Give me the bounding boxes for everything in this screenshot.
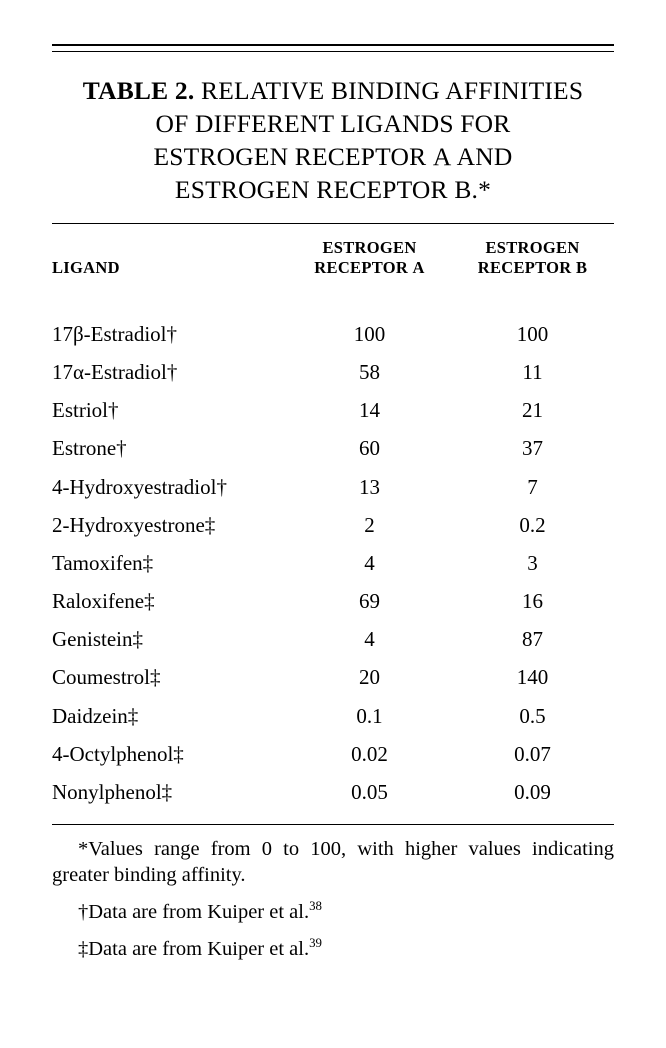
column-header-beta-line1: ESTROGEN	[485, 238, 580, 257]
cell-beta: 0.09	[514, 780, 551, 805]
cell-alpha: 0.02	[351, 741, 388, 766]
table-row	[52, 544, 614, 582]
cell-ligand: Coumestrol‡	[52, 665, 161, 690]
cell-ligand: 17α-Estradiol†	[52, 359, 178, 384]
cell-alpha: 4	[364, 550, 375, 575]
cell-alpha: 0.1	[356, 703, 383, 728]
cell-alpha: 60	[359, 436, 381, 461]
cell-alpha: 69	[359, 589, 381, 614]
table-row	[52, 583, 614, 621]
table-header-row	[52, 238, 614, 282]
cell-ligand: 4-Hydroxyestradiol†	[52, 474, 227, 499]
table-title-line-3: ESTROGEN RECEPTOR Α AND	[153, 142, 513, 171]
cell-beta: 21	[522, 398, 543, 423]
table-row	[52, 430, 614, 468]
table-row	[52, 468, 614, 506]
column-header-beta-line2: RECEPTOR Β	[477, 258, 588, 277]
table-row	[52, 735, 614, 773]
table-row	[52, 315, 614, 353]
footnote-doubledagger-text: Data are from Kuiper et al.	[88, 937, 310, 960]
cell-beta: 11	[522, 359, 543, 384]
cell-alpha: 2	[364, 512, 375, 537]
cell-beta: 3	[527, 550, 538, 575]
table-row	[52, 506, 614, 544]
cell-alpha: 20	[359, 665, 381, 690]
cell-ligand: Genistein‡	[52, 627, 143, 652]
header-spacer-cell	[52, 282, 614, 315]
cell-beta: 0.2	[519, 512, 546, 537]
cell-ligand: 2-Hydroxyestrone‡	[52, 512, 216, 537]
table-label: TABLE 2.	[82, 76, 195, 105]
footnote-asterisk-marker: *	[78, 837, 89, 860]
table-row	[52, 659, 614, 697]
table-title-line-4: ESTROGEN RECEPTOR Β.*	[174, 175, 492, 204]
cell-ligand: Estrone†	[52, 436, 127, 461]
cell-ligand: Tamoxifen‡	[52, 550, 154, 575]
footnote-asterisk	[52, 836, 614, 888]
cell-ligand: 17β-Estradiol†	[52, 321, 177, 346]
footnote-dagger-ref: 38	[309, 897, 322, 913]
table-row	[52, 392, 614, 430]
footnote-dagger-text: Data are from Kuiper et al.	[88, 900, 310, 923]
cell-beta: 140	[516, 665, 549, 690]
footnote-dagger	[52, 899, 614, 925]
cell-alpha: 100	[353, 321, 386, 346]
cell-ligand: 4-Octylphenol‡	[52, 741, 184, 766]
cell-ligand: Raloxifene‡	[52, 589, 155, 614]
table-header	[52, 238, 614, 315]
top-inner-rule	[52, 51, 614, 52]
cell-beta: 100	[516, 321, 549, 346]
table-page	[0, 44, 666, 1048]
footnote-doubledagger-ref: 39	[309, 934, 322, 950]
top-outer-rule	[52, 44, 614, 46]
footnote-doubledagger	[52, 936, 614, 962]
binding-affinity-table	[52, 238, 614, 812]
footnote-doubledagger-marker: ‡	[78, 937, 89, 960]
cell-alpha: 0.05	[351, 780, 388, 805]
cell-alpha: 58	[359, 359, 381, 384]
footnote-asterisk-text: Values range from 0 to 100, with higher values indicating greater binding affinity.	[52, 837, 614, 886]
column-header-receptor-beta	[451, 238, 614, 282]
cell-alpha: 13	[359, 474, 381, 499]
column-header-ligand-label: LIGAND	[52, 258, 120, 277]
column-header-ligand	[52, 238, 288, 282]
cell-beta: 0.07	[514, 741, 551, 766]
column-header-alpha-line1: ESTROGEN	[322, 238, 417, 257]
cell-ligand: Nonylphenol‡	[52, 780, 173, 805]
table-title-line-1: RELATIVE BINDING AFFINITIES	[201, 76, 584, 105]
column-header-alpha-line2: RECEPTOR Α	[314, 258, 425, 277]
table-row	[52, 773, 614, 811]
header-spacer-row	[52, 282, 614, 315]
cell-beta: 7	[527, 474, 538, 499]
table-row	[52, 621, 614, 659]
bottom-rule	[52, 824, 614, 825]
table-title-line-2: OF DIFFERENT LIGANDS FOR	[155, 109, 511, 138]
table-body	[52, 315, 614, 811]
title-separator-rule	[52, 223, 614, 224]
column-header-receptor-alpha	[288, 238, 451, 282]
cell-ligand: Estriol†	[52, 398, 119, 423]
cell-beta: 16	[522, 589, 543, 614]
cell-beta: 0.5	[519, 703, 546, 728]
cell-alpha: 14	[359, 398, 381, 423]
table-row	[52, 697, 614, 735]
table-row	[52, 353, 614, 391]
cell-beta: 37	[522, 436, 543, 461]
cell-beta: 87	[522, 627, 543, 652]
cell-ligand: Daidzein‡	[52, 703, 139, 728]
footnote-dagger-marker: †	[78, 900, 89, 923]
table-footnotes	[52, 836, 614, 962]
cell-alpha: 4	[364, 627, 375, 652]
table-title	[52, 74, 614, 206]
